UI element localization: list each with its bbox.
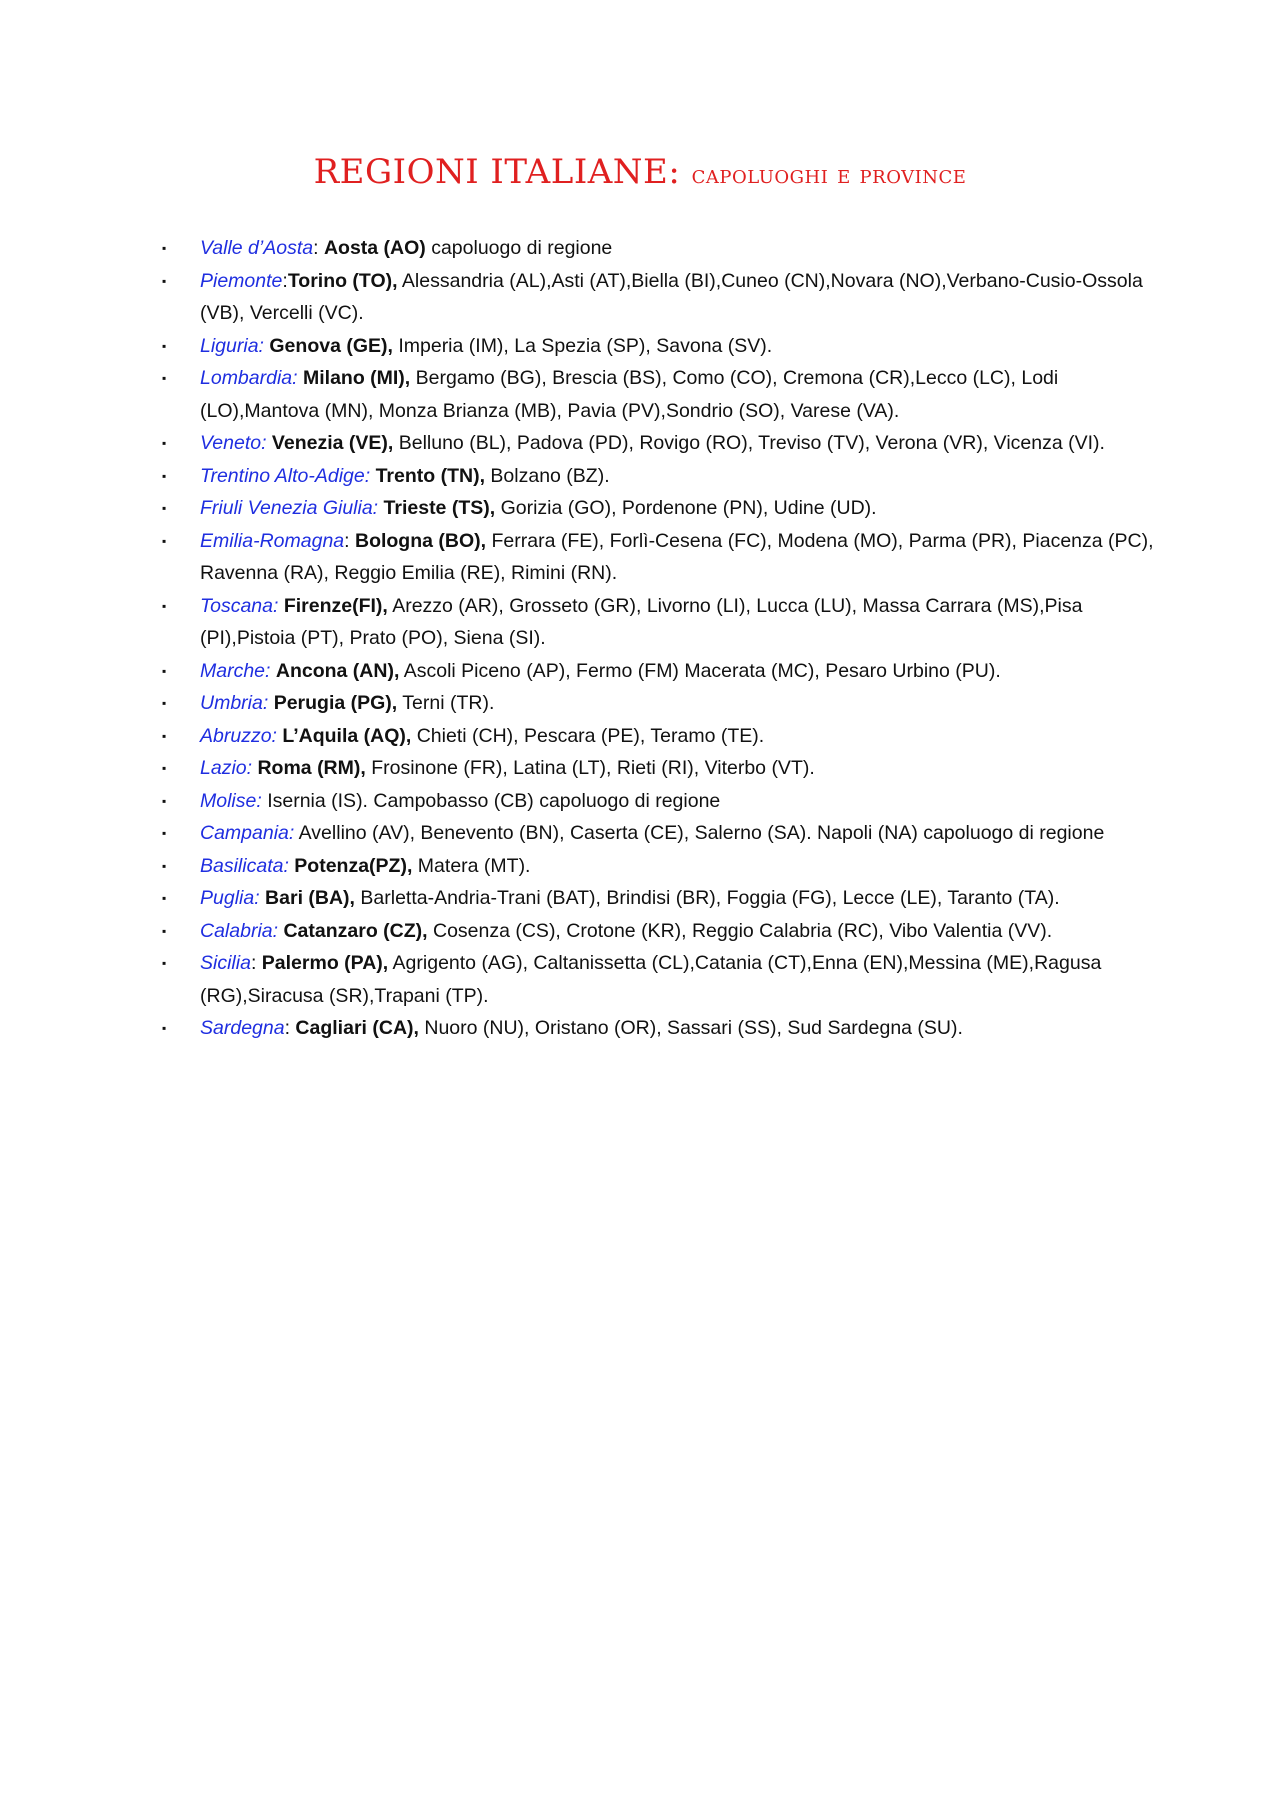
bullet-icon: ▪ (162, 793, 167, 808)
capital-name: Torino (TO), (287, 269, 398, 292)
capital-name: Genova (GE), (269, 334, 393, 357)
list-item (158, 915, 1168, 948)
bullet-icon: ▪ (162, 761, 167, 775)
capital-name: Trieste (TS), (383, 497, 496, 519)
list-item (158, 590, 1168, 655)
region-name: Abruzzo: (200, 724, 277, 747)
page-title (0, 150, 1280, 197)
provinces-text: Matera (MT). (412, 854, 531, 877)
region-name: Friuli Venezia Giulia: (200, 497, 379, 519)
provinces-text: Cosenza (CS), Crotone (KR), Reggio Calabria (RC), Vibo Valentia (VV). (427, 919, 1053, 942)
provinces-text: Ferrara (FE), Forlì-Cesena (FC), Modena (MO), Parma (PR), Piacenza (PC), Ravenna (RA), Reggio Emilia (RE), Rimini (RN). (200, 529, 1154, 584)
bullet-icon: ▪ (162, 858, 167, 873)
bullet-icon: ▪ (162, 371, 167, 385)
region-name: Molise: (200, 789, 262, 812)
region-name: Lazio: (200, 757, 253, 779)
capital-name: Perugia (PG), (273, 692, 398, 714)
region-name: Marche: (200, 659, 271, 682)
provinces-text: Gorizia (GO), Pordenone (PN), Udine (UD). (495, 497, 877, 519)
provinces-text: Chieti (CH), Pescara (PE), Teramo (TE). (411, 724, 765, 747)
list-item (158, 785, 1168, 818)
list-item (158, 882, 1168, 915)
bullet-icon: ▪ (162, 598, 167, 613)
list-item (158, 492, 1168, 525)
capital-name: Palermo (PA), (261, 952, 389, 974)
capital-name: Milano (MI), (302, 367, 411, 389)
bullet-icon: ▪ (162, 923, 167, 938)
separator: : (250, 952, 262, 974)
provinces-text: Nuoro (NU), Oristano (OR), Sassari (SS), Sud Sardegna (SU). (418, 1017, 963, 1039)
region-name: Calabria: (200, 919, 279, 942)
provinces-text: Ascoli Piceno (AP), Fermo (FM) Macerata (MC), Pesaro Urbino (PU). (399, 659, 1001, 682)
list-item (158, 850, 1168, 883)
list-item (158, 720, 1168, 753)
provinces-text: Isernia (IS). Campobasso (CB) capoluogo di regione (267, 789, 721, 812)
region-name: Piemonte (200, 269, 283, 292)
list-item (158, 460, 1168, 493)
list-item (158, 525, 1168, 590)
list-item (158, 362, 1168, 427)
provinces-text: Frosinone (FR), Latina (LT), Rieti (RI), Viterbo (VT). (365, 757, 815, 779)
bullet-icon: ▪ (162, 728, 167, 743)
region-name: Liguria: (200, 334, 264, 357)
bullet-icon: ▪ (162, 533, 167, 548)
provinces-text: Arezzo (AR), Grosseto (GR), Livorno (LI), Lucca (LU), Massa Carrara (MS),Pisa (PI),Pistoia (PT), Prato (PO), Siena (SI). (200, 594, 1083, 649)
capital-name: Potenza(PZ), (294, 854, 413, 877)
list-item (158, 687, 1168, 720)
capital-name: Roma (RM), (257, 757, 366, 779)
provinces-text: Agrigento (AG), Caltanissetta (CL),Catania (CT),Enna (EN),Messina (ME),Ragusa (RG),Siracusa (SR),Trapani (TP). (200, 952, 1102, 1007)
region-name: Umbria: (200, 692, 269, 714)
capital-name: Cagliari (CA), (295, 1017, 419, 1039)
separator: : (313, 237, 324, 259)
list-item (158, 265, 1168, 330)
title-sub: capoluoghi e province (691, 160, 967, 190)
region-list (158, 232, 1168, 1045)
capital-name: Bari (BA), (265, 887, 355, 909)
region-name: Sicilia (200, 952, 251, 974)
capital-name: Trento (TN), (375, 464, 485, 487)
region-name: Trentino Alto-Adige: (200, 464, 371, 487)
region-name: Basilicata: (200, 854, 289, 877)
provinces-text: capoluogo di regione (425, 237, 613, 259)
bullet-icon: ▪ (162, 241, 167, 255)
bullet-icon: ▪ (162, 956, 167, 970)
capital-name: Aosta (AO) (323, 237, 426, 259)
provinces-text: Belluno (BL), Padova (PD), Rovigo (RO), Treviso (TV), Verona (VR), Vicenza (VI). (393, 432, 1105, 454)
list-item (158, 427, 1168, 460)
region-name: Campania: (200, 822, 295, 844)
region-name: Lombardia: (200, 367, 298, 389)
region-name: Toscana: (200, 594, 279, 617)
bullet-icon: ▪ (162, 696, 167, 710)
bullet-icon: ▪ (162, 273, 167, 288)
list-item (158, 947, 1168, 1012)
bullet-icon: ▪ (162, 501, 167, 515)
bullet-icon: ▪ (162, 663, 167, 678)
separator: : (284, 1017, 296, 1039)
bullet-icon: ▪ (162, 891, 167, 905)
region-name: Sardegna (200, 1017, 285, 1039)
list-item (158, 330, 1168, 363)
bullet-icon: ▪ (162, 468, 167, 483)
capital-name: Firenze(FI), (283, 594, 388, 617)
provinces-text: Avellino (AV), Benevento (BN), Caserta (CE), Salerno (SA). Napoli (NA) capoluogo di regione (298, 822, 1105, 844)
provinces-text: Imperia (IM), La Spezia (SP), Savona (SV). (392, 334, 773, 357)
list-item (158, 655, 1168, 688)
provinces-text: Bergamo (BG), Brescia (BS), Como (CO), Cremona (CR),Lecco (LC), Lodi (LO),Mantova (MN), Monza Brianza (MB), Pavia (PV),Sondrio (SO), Varese (VA). (200, 367, 1059, 422)
provinces-text: Bolzano (BZ). (485, 464, 610, 487)
bullet-icon: ▪ (162, 436, 167, 450)
list-item (158, 1012, 1168, 1045)
provinces-text: Alessandria (AL),Asti (AT),Biella (BI),Cuneo (CN),Novara (NO),Verbano-Cusio-Ossola (VB), Vercelli (VC). (200, 269, 1143, 324)
region-name: Emilia-Romagna (200, 529, 345, 552)
region-name: Valle d’Aosta (200, 237, 314, 259)
capital-name: Catanzaro (CZ), (283, 919, 428, 942)
separator: : (282, 269, 288, 292)
capital-name: Ancona (AN), (275, 659, 400, 682)
region-name: Veneto: (200, 432, 267, 454)
list-item (158, 752, 1168, 785)
provinces-text: Barletta-Andria-Trani (BAT), Brindisi (BR), Foggia (FG), Lecce (LE), Taranto (TA). (354, 887, 1060, 909)
bullet-icon: ▪ (162, 826, 167, 840)
bullet-icon: ▪ (162, 338, 167, 353)
provinces-text: Terni (TR). (397, 692, 495, 714)
region-name: Puglia: (200, 887, 260, 909)
title-main: REGIONI ITALIANE: (313, 152, 681, 192)
capital-name: L’Aquila (AQ), (282, 724, 412, 747)
capital-name: Venezia (VE), (271, 432, 394, 454)
bullet-icon: ▪ (162, 1021, 167, 1035)
list-item (158, 232, 1168, 265)
capital-name: Bologna (BO), (354, 529, 487, 552)
list-item (158, 817, 1168, 850)
separator: : (344, 529, 355, 552)
